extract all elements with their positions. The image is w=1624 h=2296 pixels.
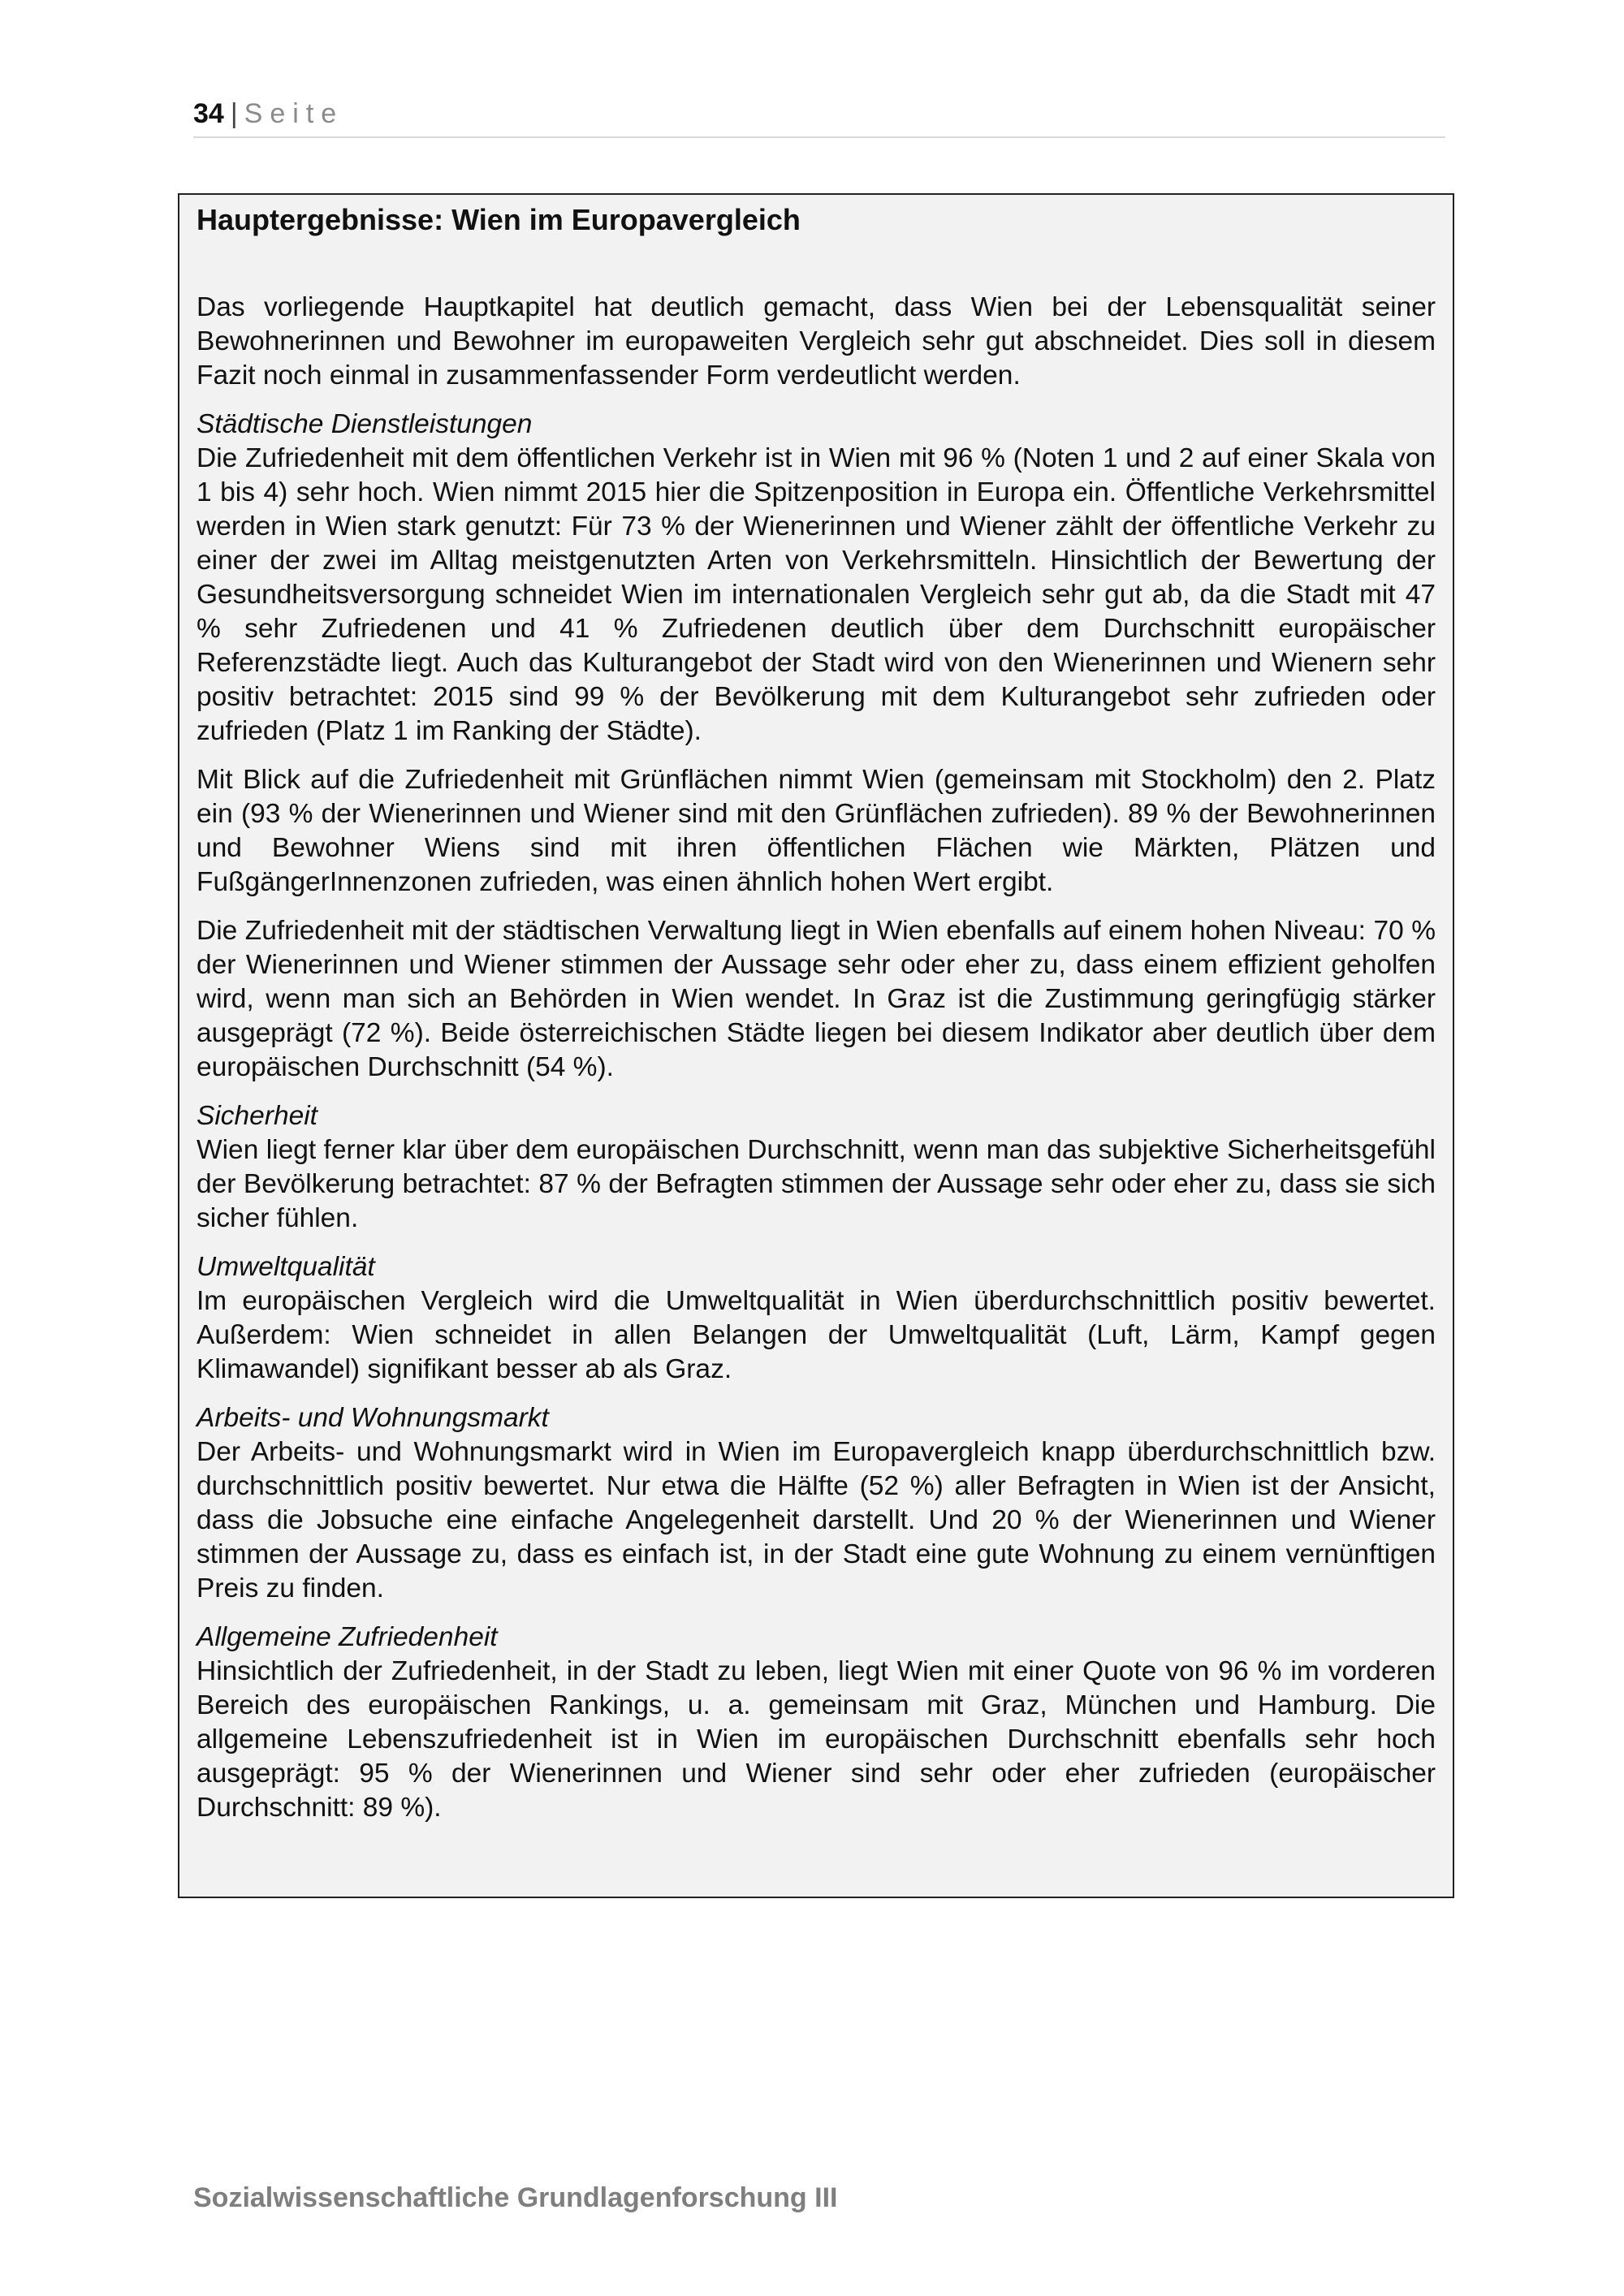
section-paragraph: Wien liegt ferner klar über dem europäischen Durchschnitt, wenn man das subjektive Sicherheitsgefühl der Bevölkerung betrachtet: 87 % der Befragten stimmen der Aussage sehr oder eher zu, dass sie sich sicher fühlen. bbox=[197, 1135, 1436, 1233]
section-paragraph: Im europäischen Vergleich wird die Umweltqualität in Wien überdurchschnittlich positiv bewertet. Außerdem: Wien schneidet in allen Belangen der Umweltqualität (Luft, Lärm, Kampf gegen Klimawandel) signifikant besser ab als Graz. bbox=[197, 1286, 1436, 1384]
section-paragraph: Die Zufriedenheit mit dem öffentlichen Verkehr ist in Wien mit 96 % (Noten 1 und 2 auf einer Skala von 1 bis 4) sehr hoch. Wien nimmt 2015 hier die Spitzenposition in Europa ein. Öffentliche Verkehrsmittel werden in Wien stark genutzt: Für 73 % der Wienerinnen und Wiener zählt der öffentliche Verkehr zu einer der zwei im Alltag meistgenutzten Arten von Verkehrsmitteln. Hinsichtlich der Bewertung der Gesundheitsversorgung schneidet Wien im internationalen Vergleich sehr gut ab, da die Stadt mit 47 % sehr Zufriedenen und 41 % Zufriedenen deutlich über dem Durchschnitt europäischer Referenzstädte liegt. Auch das Kulturangebot der Stadt wird von den Wienerinnen und Wienern sehr positiv betrachtet: 2015 sind 99 % der Bevölkerung mit dem Kulturangebot sehr zufrieden oder zufrieden (Platz 1 im Ranking der Städte). bbox=[197, 443, 1436, 746]
page-word: Seite bbox=[244, 98, 344, 129]
box-title: Hauptergebnisse: Wien im Europavergleich bbox=[197, 203, 801, 236]
section-paragraph: Hinsichtlich der Zufriedenheit, in der Stadt zu leben, liegt Wien mit einer Quote von 96 % im vorderen Bereich des europäischen Rankings, u. a. gemeinsam mit Graz, München und Hamburg. Die allgemeine Lebenszufriedenheit ist in Wien im europäischen Durchschnitt ebenfalls sehr hoch ausgeprägt: 95 % der Wienerinnen und Wiener sind sehr oder eher zufrieden (europäischer Durchschnitt: 89 %). bbox=[197, 1656, 1436, 1823]
page-separator: | bbox=[230, 98, 238, 129]
section-paragraph: Die Zufriedenheit mit der städtischen Verwaltung liegt in Wien ebenfalls auf einem hohen Niveau: 70 % der Wienerinnen und Wiener stimmen der Aussage sehr oder eher zu, dass einem effizient geholfen wird, wenn man sich an Behörden in Wien wendet. In Graz ist die Zustimmung geringfügig stärker ausgeprägt (72 %). Beide österreichischen Städte liegen bei diesem Indikator aber deutlich über dem europäischen Durchschnitt (54 %). bbox=[197, 916, 1436, 1082]
section-sicherheit bbox=[197, 1099, 1436, 1236]
section-arbeits-und-wohnungsmarkt bbox=[197, 1401, 1436, 1606]
section-heading: Allgemeine Zufriedenheit bbox=[197, 1622, 498, 1652]
section-staedtische-dienstleistungen bbox=[197, 408, 1436, 1085]
section-paragraph: Mit Blick auf die Zufriedenheit mit Grünflächen nimmt Wien (gemeinsam mit Stockholm) den 2. Platz ein (93 % der Wienerinnen und Wiener sind mit den Grünflächen zufrieden). 89 % der Bewohnerinnen und Bewohner Wiens sind mit ihren öffentlichen Flächen wie Märkten, Plätzen und FußgängerInnenzonen zufrieden, was einen ähnlich hohen Wert ergibt. bbox=[197, 765, 1436, 897]
section-heading: Städtische Dienstleistungen bbox=[197, 409, 533, 439]
section-allgemeine-zufriedenheit bbox=[197, 1621, 1436, 1825]
page-number: 34 bbox=[193, 98, 224, 129]
section-umweltqualitaet bbox=[197, 1250, 1436, 1387]
intro-paragraph: Das vorliegende Hauptkapitel hat deutlich gemacht, dass Wien bei der Lebensqualität seiner Bewohnerinnen und Bewohner im europaweiten Vergleich sehr gut abschneidet. Dies soll in diesem Fazit noch einmal in zusammenfassender Form verdeutlicht werden. bbox=[197, 292, 1436, 391]
section-heading: Sicherheit bbox=[197, 1101, 317, 1131]
section-heading: Umweltqualität bbox=[197, 1252, 375, 1282]
section-paragraph: Der Arbeits- und Wohnungsmarkt wird in Wien im Europavergleich knapp überdurchschnittlich bzw. durchschnittlich positiv bewertet. Nur etwa die Hälfte (52 %) aller Befragten in Wien ist der Ansicht, dass die Jobsuche eine einfache Angelegenheit darstellt. Und 20 % der Wienerinnen und Wiener stimmen der Aussage zu, dass es einfach ist, in der Stadt eine gute Wohnung zu einem vernünftigen Preis zu finden. bbox=[197, 1437, 1436, 1603]
section-heading: Arbeits- und Wohnungsmarkt bbox=[197, 1403, 549, 1433]
page-header bbox=[193, 96, 1445, 138]
page-footer: Sozialwissenschaftliche Grundlagenforschung III bbox=[193, 2182, 838, 2213]
summary-box bbox=[178, 193, 1454, 1898]
